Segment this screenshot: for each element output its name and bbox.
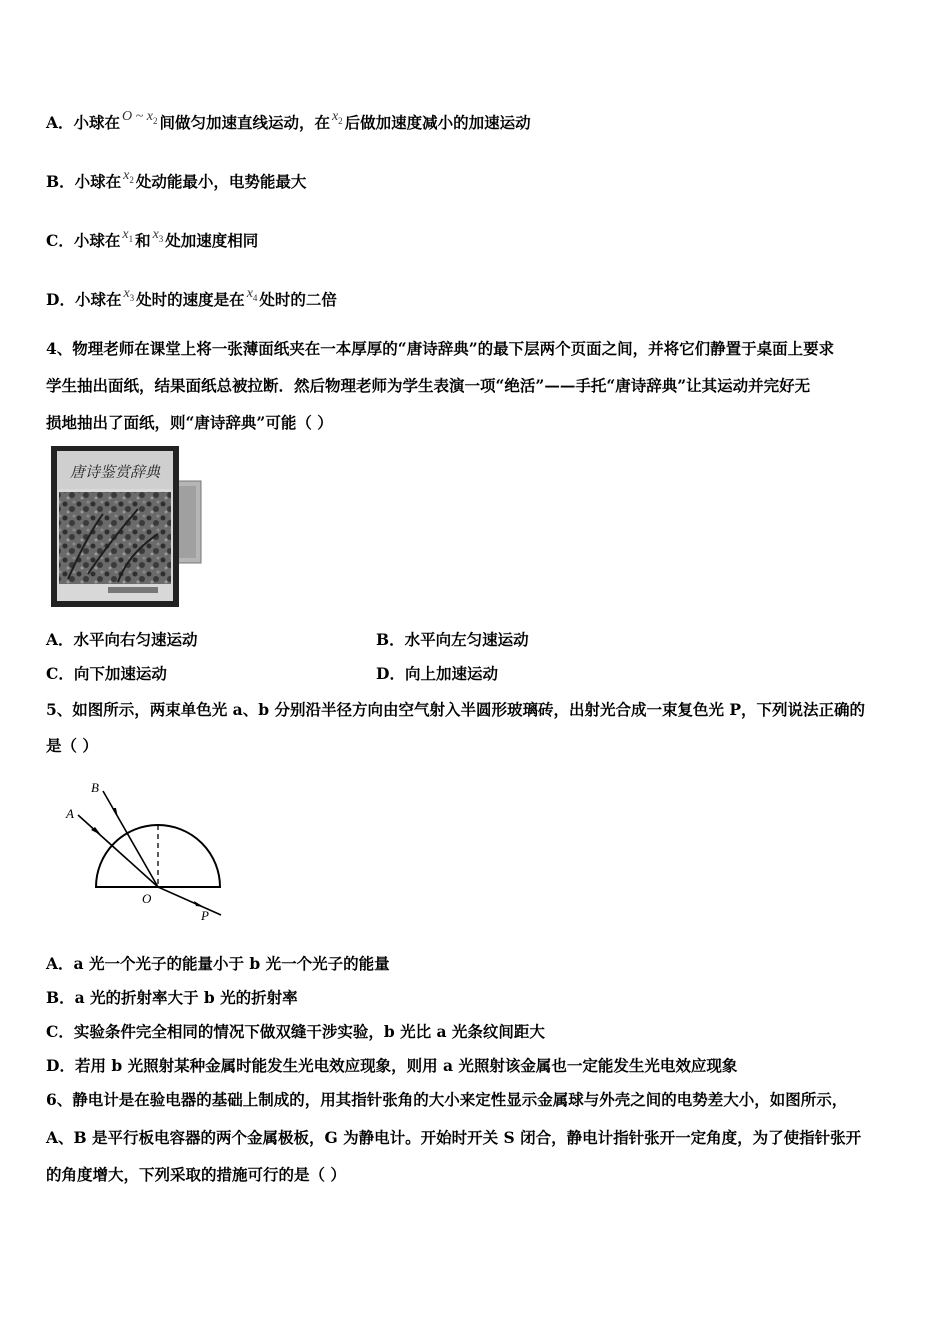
q3-option-b-pre: B．小球在 [46, 172, 122, 191]
q3-option-d-mid: 处时的速度是在 [136, 290, 245, 309]
q4-stem-line-2: 学生抽出面纸，结果面纸总被拉断．然后物理老师为学生表演一项“绝活”——手托“唐诗辞典”让其运动并完好无 [46, 376, 811, 395]
q3-option-a-mid: 间做匀加速直线运动，在 [159, 113, 330, 132]
q3-option-c [46, 227, 259, 257]
q3-option-d-pre: D．小球在 [46, 290, 122, 309]
q3-option-d-post: 处时的二倍 [259, 290, 337, 309]
q3-option-b-var1: $x_2$ [123, 168, 134, 185]
q4-option-d: D．向上加速运动 [376, 664, 498, 683]
q4-option-b: B．水平向左匀速运动 [376, 630, 529, 649]
q4-option-c: C．向下加速运动 [46, 664, 167, 683]
q5-option-b: B．a 光的折射率大于 b 光的折射率 [46, 988, 298, 1007]
q3-option-c-post: 处加速度相同 [165, 231, 259, 250]
q5-option-d: D．若用 b 光照射某种金属时能发生光电效应现象，则用 a 光照射该金属也一定能发生光电效应现象 [46, 1056, 738, 1075]
refraction-figure [58, 775, 238, 925]
ray-b [103, 791, 158, 887]
q3-option-a-pre: A．小球在 [46, 113, 121, 132]
q5-option-c: C．实验条件完全相同的情况下做双缝干涉实验，b 光比 a 光条纹间距大 [46, 1022, 545, 1041]
q6-stem-line-1: 6、静电计是在验电器的基础上制成的，用其指针张角的大小来定性显示金属球与外壳之间的电势差大小，如图所示， [46, 1090, 848, 1109]
q5-stem-line-1: 5、如图所示，两束单色光 a、b 分别沿半径方向由空气射入半圆形玻璃砖，出射光合成一束复色光 P，下列说法正确的 [46, 700, 866, 719]
q3-option-d-var1: $x_3$ [123, 286, 135, 303]
q4-stem-line-3: 损地抽出了面纸，则“唐诗辞典”可能（ ） [46, 413, 333, 432]
q3-option-a [46, 109, 531, 139]
book-figure [48, 444, 208, 610]
q6-stem-line-2: A、B 是平行板电容器的两个金属极板，G 为静电计。开始时开关 S 闭合，静电计指针张开一定角度，为了使指针张开 [46, 1128, 862, 1147]
q5-option-a: A．a 光一个光子的能量小于 b 光一个光子的能量 [46, 954, 390, 973]
q3-option-c-pre: C．小球在 [46, 231, 121, 250]
label-b: B [91, 780, 99, 795]
q3-option-a-post: 后做加速度减小的加速运动 [344, 113, 531, 132]
label-p: P [201, 908, 209, 923]
q3-option-d [46, 286, 337, 316]
q3-option-c-var1: $x_1$ [122, 227, 134, 244]
q3-option-b-post: 处动能最小，电势能最大 [135, 172, 307, 191]
q3-option-d-var2: $x_4$ [246, 286, 258, 303]
ray-p [158, 887, 221, 915]
book-title: 唐诗鉴赏辞典 [69, 463, 161, 481]
q3-option-c-mid: 和 [135, 231, 151, 250]
q5-stem-line-2: 是（ ） [46, 736, 98, 755]
q3-option-b [46, 168, 307, 198]
q3-option-a-var2: $x_2$ [331, 109, 343, 126]
label-o: O [142, 891, 152, 906]
label-a: A [66, 806, 74, 821]
q3-option-c-var2: $x_3$ [152, 227, 164, 244]
q3-option-a-var1: O ~ $x_2$ [122, 109, 158, 126]
q4-stem-line-1: 4、物理老师在课堂上将一张薄面纸夹在一本厚厚的“唐诗辞典”的最下层两个页面之间，并将它们静置于桌面上要求 [46, 339, 835, 358]
q6-stem-line-3: 的角度增大，下列采取的措施可行的是（ ） [46, 1165, 346, 1184]
q4-option-a: A．水平向右匀速运动 [46, 630, 198, 649]
